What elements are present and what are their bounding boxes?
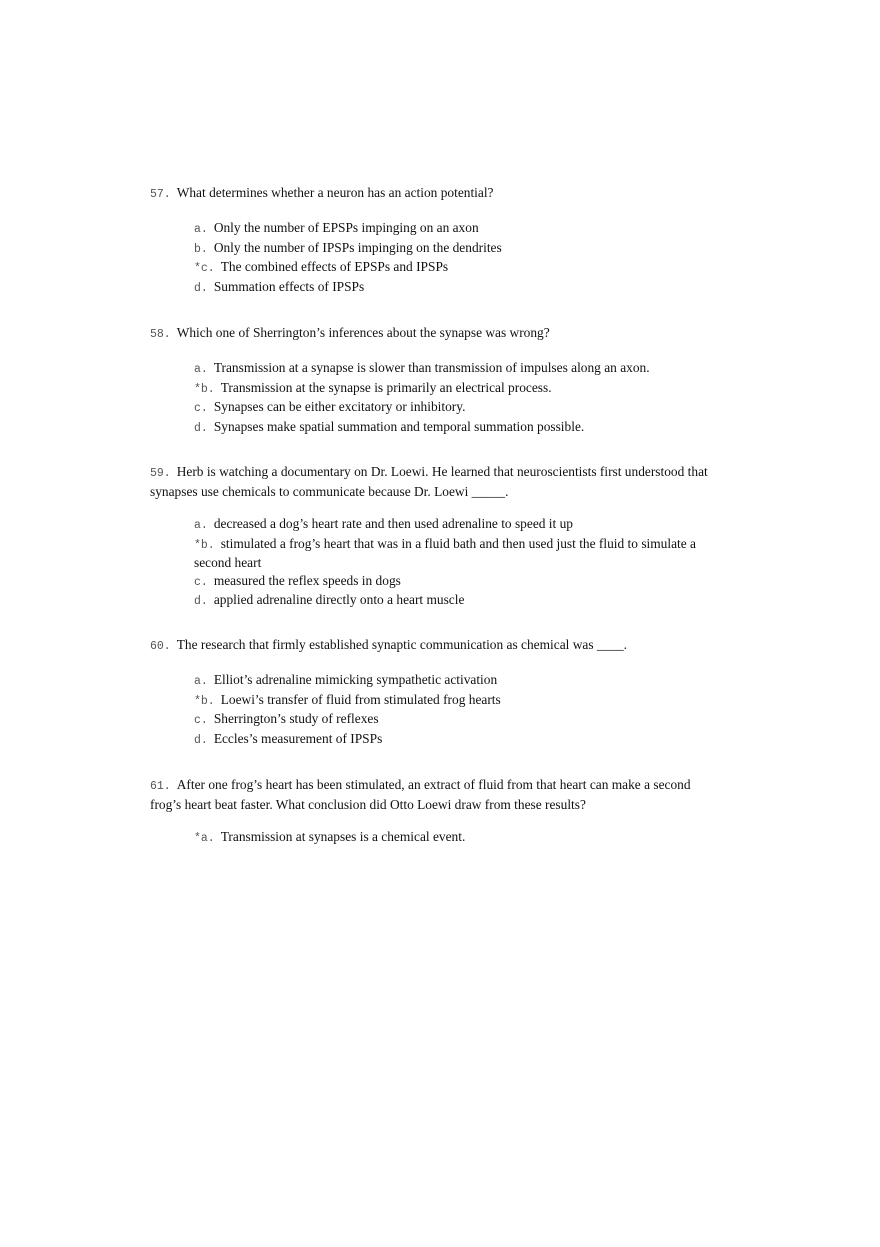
question-number: 61. (150, 780, 171, 793)
answer-option (194, 535, 714, 572)
option-letter: *b. (194, 382, 215, 396)
option-letter: a. (194, 223, 208, 236)
answer-option (194, 515, 714, 535)
option-text: The combined effects of EPSPs and IPSPs (220, 259, 449, 274)
question-number: 59. (150, 467, 171, 480)
answer-option (194, 730, 714, 750)
answer-option (194, 671, 714, 691)
option-text: Transmission at a synapse is slower than transmission of impulses along an axon. (213, 360, 650, 375)
question-text: What determines whether a neuron has an action potential? (176, 185, 494, 200)
option-text: Sherrington’s study of reflexes (213, 711, 379, 726)
question-text: After one frog’s heart has been stimulated, an extract of fluid from that heart can make a second frog’s heart beat faster. What conclusion did Otto Loewi draw from these results? (150, 777, 691, 812)
question-60 (150, 636, 725, 656)
answer-option (194, 359, 714, 379)
option-letter: c. (194, 714, 208, 727)
question-61 (150, 776, 725, 813)
option-letter: c. (194, 402, 208, 415)
option-text: Only the number of IPSPs impinging on the dendrites (213, 239, 502, 255)
option-letter: *a. (194, 832, 215, 845)
answer-option (194, 258, 714, 278)
option-text: Elliot’s adrenaline mimicking sympathetic activation (213, 672, 498, 687)
option-letter: b. (194, 242, 208, 256)
answer-option (194, 572, 714, 592)
option-text: Transmission at the synapse is primarily an electrical process. (220, 379, 552, 395)
option-text: Eccles’s measurement of IPSPs (213, 730, 383, 746)
answer-option (194, 828, 714, 848)
option-letter: d. (194, 733, 208, 747)
question-57 (150, 184, 725, 204)
option-text: applied adrenaline directly onto a heart muscle (213, 592, 465, 607)
answer-option (194, 278, 714, 298)
options-list (194, 515, 714, 611)
option-letter: d. (194, 281, 208, 295)
option-letter: *b. (194, 694, 215, 708)
option-text: Loewi’s transfer of fluid from stimulated frog hearts (220, 691, 501, 707)
option-letter: d. (194, 595, 208, 608)
question-text: Herb is watching a documentary on Dr. Loewi. He learned that neuroscientists first understood that synapses use chemicals to communicate because Dr. Loewi _____. (150, 464, 708, 499)
answer-option (194, 418, 714, 438)
question-text: Which one of Sherrington’s inferences about the synapse was wrong? (176, 325, 550, 340)
options-list (194, 671, 714, 749)
option-text: Transmission at synapses is a chemical event. (220, 829, 466, 844)
options-list (194, 219, 714, 297)
answer-option (194, 239, 714, 259)
option-letter: d. (194, 421, 208, 435)
answer-option (194, 710, 714, 730)
option-text: Only the number of EPSPs impinging on an axon (213, 220, 479, 235)
question-text: The research that firmly established synaptic communication as chemical was ____. (176, 637, 628, 652)
question-number: 58. (150, 328, 171, 341)
option-letter: *c. (194, 262, 215, 275)
answer-option (194, 219, 714, 239)
option-letter: a. (194, 363, 208, 376)
answer-option (194, 691, 714, 711)
option-text: measured the reflex speeds in dogs (213, 572, 401, 588)
options-list (194, 359, 714, 437)
option-text: Synapses can be either excitatory or inhibitory. (213, 399, 466, 414)
option-letter: c. (194, 575, 208, 589)
question-number: 60. (150, 640, 171, 653)
option-text: Summation effects of IPSPs (213, 278, 365, 294)
option-letter: a. (194, 675, 208, 688)
answer-option (194, 398, 714, 418)
option-text: decreased a dog’s heart rate and then used adrenaline to speed it up (213, 516, 573, 531)
option-text: Synapses make spatial summation and temporal summation possible. (213, 418, 585, 434)
question-number: 57. (150, 188, 171, 201)
option-text: stimulated a frog’s heart that was in a fluid bath and then used just the fluid to simulate a second heart (194, 535, 696, 570)
answer-option (194, 591, 714, 611)
answer-option (194, 379, 714, 399)
question-58 (150, 324, 725, 344)
options-list (194, 828, 714, 848)
question-59 (150, 463, 725, 500)
option-letter: a. (194, 519, 208, 532)
option-letter: *b. (194, 538, 215, 552)
